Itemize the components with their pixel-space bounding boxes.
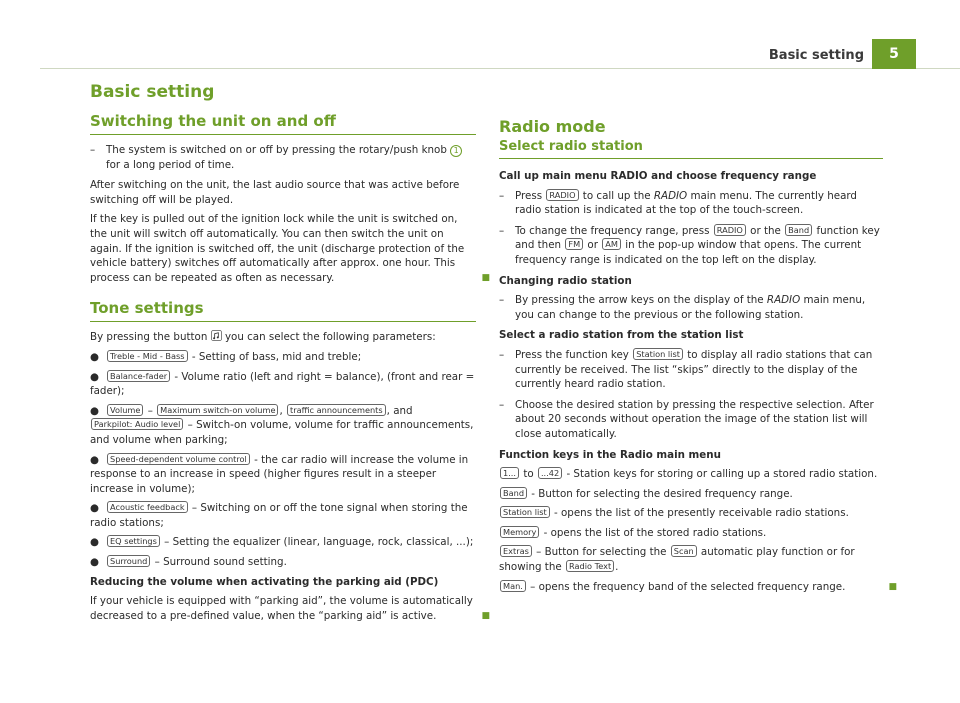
key-label: traffic announcements (287, 404, 386, 416)
key-label: Man. (500, 580, 526, 592)
running-header: Basic setting (768, 48, 864, 63)
list-item: ● Volume – Maximum switch-on volume , traffic announcements , and Parkpilot: Audio level – Switch-on volume, volume for traffic announcements, and volume when parking; (90, 404, 474, 446)
key-label: Station list (500, 506, 550, 518)
list-item: ● Speed-dependent volume control - the car radio will increase the volume in response to an increase in speed (higher figures result in a steeper increase in volume); (90, 453, 469, 495)
key-label: Balance-fader (107, 370, 170, 382)
right-column (499, 117, 897, 599)
key-label: Treble - Mid - Bass (107, 350, 188, 362)
section-heading-switching: Switching the unit on and off (90, 112, 476, 135)
key-label: FM (565, 238, 583, 250)
key-label: Station list (633, 348, 683, 360)
subheading: Changing radio station (499, 274, 632, 287)
instruction-item: – To change the frequency range, press RADIO or the Band function key and then FM or AM in the pop-up window that opens. The current frequency range is indicated on the top left on the display. (499, 224, 880, 266)
function-key-item: Extras – Button for selecting the Scan automatic play function or for showing the Radio Text . (499, 546, 855, 574)
key-label: Scan (671, 545, 697, 557)
key-label: Surround (107, 555, 150, 567)
subheading: Function keys in the Radio main menu (499, 448, 721, 461)
paragraph: If the key is pulled out of the ignition lock while the unit is switched on, the unit will switch off automatically. You can then switch the unit on again. If the ignition is switched off, the unit (discharge protection of the vehicle battery) switches off automatically after approx. one hour. This process can be repeated as often as necessary. ■ (90, 213, 490, 284)
header-rule (40, 68, 960, 69)
list-item: ● Treble - Mid - Bass - Setting of bass, mid and treble; (90, 350, 362, 363)
function-key-item: Band - Button for selecting the desired frequency range. (499, 487, 883, 502)
list-item: ● EQ settings – Setting the equalizer (linear, language, rock, classical, ...); (90, 536, 474, 549)
key-label: Extras (500, 545, 532, 557)
subheading: Select a radio station from the station list (499, 329, 744, 342)
page-number: 5 (872, 39, 916, 69)
key-label: Radio Text (566, 560, 614, 572)
key-label: Band (500, 487, 527, 499)
list-item: ● Acoustic feedback – Switching on or off the tone signal when storing the radio stations; (90, 502, 468, 529)
key-label: ...42 (538, 467, 562, 479)
key-label: Volume (107, 404, 143, 416)
paragraph: By pressing the button you can select the following parameters: (90, 331, 436, 344)
square-end-icon: ■ (481, 610, 490, 621)
square-end-icon: ■ (888, 581, 897, 592)
section-heading-tone: Tone settings (90, 299, 476, 322)
speaker-note-icon (211, 330, 222, 341)
instruction-item: – Choose the desired station by pressing the respective selection. After about 20 seconds without operation the image of the station list will close automatically. (499, 398, 874, 440)
key-label: EQ settings (107, 535, 160, 547)
key-label: Maximum switch-on volume (157, 404, 278, 416)
key-label: Speed-dependent volume control (107, 453, 250, 465)
key-label: Band (785, 224, 812, 236)
instruction-item: – The system is switched on or off by pressing the rotary/push knob 1 for a long period of time. (90, 143, 476, 172)
list-item: ● Surround – Surround sound setting. (90, 556, 287, 569)
page-title: Basic setting (90, 82, 215, 102)
subheading-pdc: Reducing the volume when activating the parking aid (PDC) (90, 575, 439, 588)
left-column (90, 82, 490, 628)
instruction-item: – Press RADIO to call up the RADIO main menu. The currently heard radio station is indicated at the top of the touch-screen. (499, 189, 857, 217)
function-key-item: Man. – opens the frequency band of the selected frequency range. ■ (499, 580, 883, 595)
callout-number-icon: 1 (450, 145, 462, 157)
square-end-icon: ■ (481, 272, 490, 283)
list-item: ● Balance-fader - Volume ratio (left and right = balance), (front and rear = fader); (90, 370, 475, 398)
function-key-item: 1... to ...42 - Station keys for storing or calling up a stored radio station. (499, 467, 883, 482)
function-key-item: Station list - opens the list of the presently receivable radio stations. (499, 506, 883, 521)
subheading: Call up main menu RADIO and choose frequency range (499, 170, 817, 182)
paragraph: After switching on the unit, the last audio source that was active before switching off will be played. (90, 179, 460, 206)
key-label: 1... (500, 467, 519, 479)
section-title-radio: Radio mode (499, 117, 606, 136)
function-key-item: Memory - opens the list of the stored radio stations. (499, 526, 883, 541)
key-label: RADIO (546, 189, 578, 201)
key-label: AM (602, 238, 621, 250)
instruction-item: – By pressing the arrow keys on the display of the RADIO main menu, you can change to the previous or the following station. (499, 294, 866, 321)
key-label: Parkpilot: Audio level (91, 418, 183, 430)
key-label: Memory (500, 526, 539, 538)
paragraph: If your vehicle is equipped with “parking aid”, the volume is automatically decreased to a pre-defined value, when the “parking aid” is active. ■ (90, 595, 490, 622)
key-label: Acoustic feedback (107, 501, 188, 513)
key-label: RADIO (714, 224, 746, 236)
section-heading-select-station: Select radio station (499, 139, 883, 159)
instruction-item: – Press the function key Station list to display all radio stations that can currently be received. The list “skips” directly to the display of the currently heard radio station. (499, 348, 873, 391)
